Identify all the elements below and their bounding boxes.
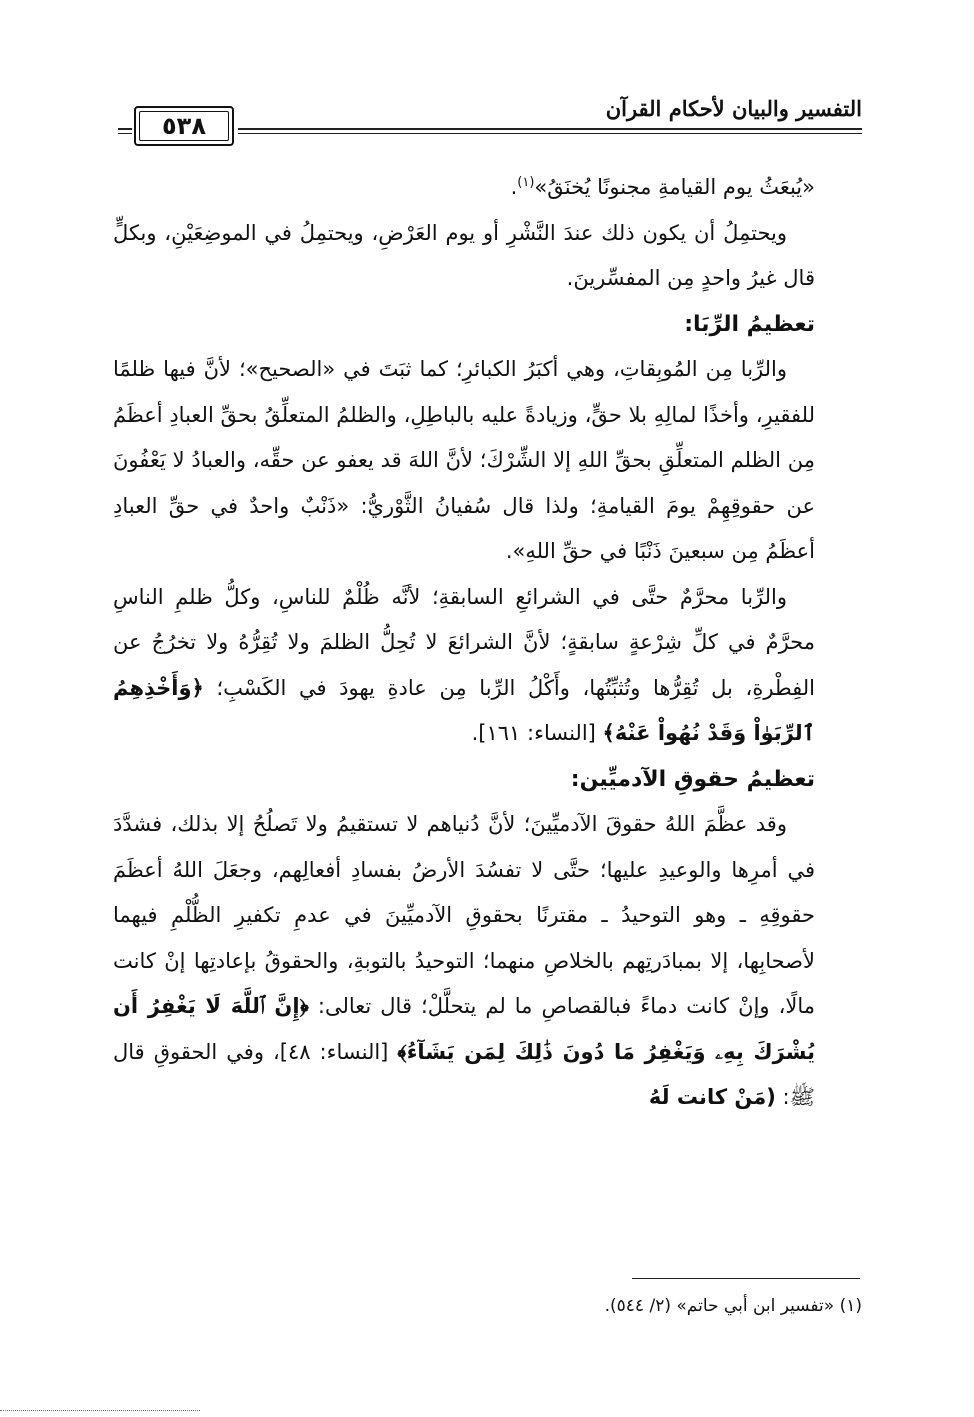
scan-edge xyxy=(0,1410,200,1411)
footnote-separator xyxy=(632,1278,860,1279)
verse-reference: [النساء: ١٦١]. xyxy=(471,721,596,745)
paragraph-2: ويحتمِلُ أن يكون ذلك عندَ النَّشْرِ أو يوم العَرْضِ، ويحتمِلُ في الموضِعَيْنِ، وبكلٍّ قال غيرُ واحدٍ مِن المفسِّرينَ. xyxy=(113,220,815,290)
paragraph-5 xyxy=(113,802,815,1121)
header-rule-thin xyxy=(238,133,862,134)
page-number-frame xyxy=(134,106,234,146)
page-header xyxy=(118,92,862,150)
footnote-marker: (١) xyxy=(517,175,535,190)
header-rule xyxy=(238,128,862,130)
paragraph-4 xyxy=(113,575,815,757)
verse-reference: [النساء: ٤٨]، وفي الحقوقِ قال ﷺ: xyxy=(113,1039,815,1109)
main-text xyxy=(113,165,815,1121)
quran-verse: ﴿إِنَّ ٱللَّهَ لَا يَغْفِرُ أَن يُشْرَكَ بِهِۦ وَيَغْفِرُ مَا دُونَ ذَٰلِكَ لِمَن يَشَآءُ﴾ xyxy=(113,994,815,1064)
hadith-start: (مَنْ كانت لَهُ xyxy=(648,1085,776,1109)
paragraph-1 xyxy=(113,165,815,211)
quran-verse: ﴿وَأَخْذِهِمُ ٱلرِّبَوٰاْ وَقَدْ نُهُواْ عَنْهُ﴾ xyxy=(113,675,815,745)
paragraph-text: وقد عظَّمَ اللهُ حقوقَ الآدميِّينَ؛ لأنَّ دُنياهم لا تستقيمُ ولا تَصلُحُ إلا بذلك، فشدَّدَ في أمرِها والوعيدِ عليها؛ حتَّى لا تفسُدَ الأرضُ بفسادِ أفعالِهم، وجعَلَ اللهُ أعظَمَ حقوقِهِ ـ وهو التوحيدُ ـ مقترنًا بحقوقِ الآدميِّينَ في عدمِ تكفيرِ الظُّلْمِ فيهما لأصحابِها، إلا بمبادَرتِهم بالخلاصِ منهما؛ التوحيدُ بالتوبةِ، والحقوقُ بإعادتِها إنْ كانت مالًا، وإنْ كانت دماءً فبالقصاصِ ما لم يتحلَّلْ؛ قال تعالى: xyxy=(113,812,815,1018)
page-number: ٥٣٨ xyxy=(162,112,206,140)
paragraph-3: والرِّبا مِن المُوبِقاتِ، وهي أكبَرُ الكبائرِ؛ كما ثبَتَ في «الصحيح»؛ لأنَّ فيها ظلمًا للفقيرِ، وأخذًا لمالِهِ بلا حقٍّ، وزيادةً عليه بالباطِلِ، والظلمُ المتعلِّقُ بحقِّ العبادِ أعظَمُ مِن الظلم المتعلِّقِ بحقِّ اللهِ إلا الشِّرْكَ؛ لأنَّ اللهَ قد يعفو عن حقِّه، والعبادُ لا يَعْفُونَ عن حقوقِهِمْ يومَ القيامةِ؛ ولذا قال سُفيانُ الثَّوْريُّ: «ذَنْبٌ واحدٌ في حقِّ العبادِ أعظَمُ مِن سبعينَ ذَنْبًا في حقِّ اللهِ». xyxy=(113,357,815,563)
footnote: (١) «تفسير ابن أبي حاتم» (٢/ ٥٤٤). xyxy=(604,1296,862,1316)
header-rule-left xyxy=(118,128,132,130)
section-heading-riba: تعظيمُ الرِّبَا: xyxy=(684,311,815,337)
paragraph-text: «يُبعَثُ يوم القيامةِ مجنونًا يُخنَقُ» xyxy=(534,175,815,199)
section-heading-rights: تعظيمُ حقوقِ الآدميِّين: xyxy=(570,766,815,792)
paragraph-text: والرِّبا محرَّمٌ حتَّى في الشرائعِ السابقةِ؛ لأنَّه ظُلْمٌ للناسِ، وكلُّ ظلمِ الناسِ محرَّمٌ في كلِّ شِرْعةٍ سابقةٍ؛ لأنَّ الشرائعَ لا تُحِلُّ الظلمَ ولا تُقِرُّهُ ولا تخرُجُ عن الفِطْرةِ، بل تُقِرُّها وتُثبِّتُها، وأَكْلُ الرِّبا مِن عادةِ يهودَ في الكَسْبِ؛ xyxy=(113,584,815,700)
header-rule-left-thin xyxy=(118,133,132,134)
paragraph-tail: . xyxy=(510,175,518,199)
running-title: التفسير والبيان لأحكام القرآن xyxy=(605,96,862,121)
